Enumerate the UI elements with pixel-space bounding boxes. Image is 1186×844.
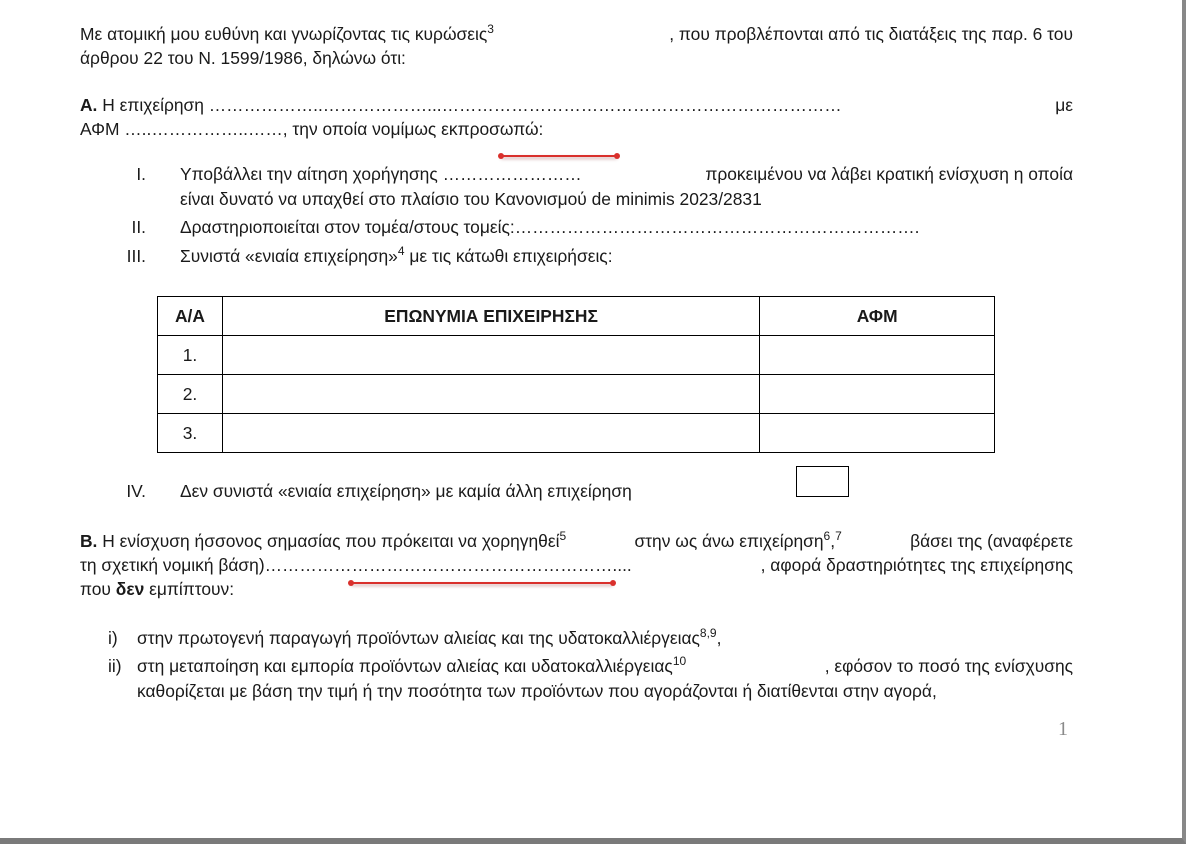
sub-item-i-end: , bbox=[716, 628, 722, 648]
sub-item-i-body: στην πρωτογενή παραγωγή προϊόντων αλιείας και της υδατοκαλλιέργειας bbox=[137, 628, 700, 648]
section-b-text-2: στην ως άνω επιχείρηση bbox=[634, 531, 824, 551]
item-iv-checkbox[interactable] bbox=[796, 466, 849, 497]
footnote-ref-8-9[interactable]: 8,9 bbox=[699, 626, 717, 640]
item-iii-line bbox=[180, 244, 613, 270]
header-aa: Α/Α bbox=[158, 297, 223, 336]
companies-table bbox=[157, 296, 995, 453]
item-number-ii: II. bbox=[131, 217, 146, 237]
afm-cell[interactable] bbox=[760, 375, 995, 414]
section-b-bold-den: δεν bbox=[115, 579, 145, 599]
afm-cell[interactable] bbox=[760, 414, 995, 453]
item-iv-text: Δεν συνιστά «ενιαία επιχείρηση» με καμία άλλη επιχείρηση bbox=[180, 481, 632, 501]
sub-item-ii-body-rest: , εφόσον το ποσό της ενίσχυσης bbox=[824, 656, 1073, 676]
red-annotation-line-2 bbox=[351, 582, 613, 584]
company-name-cell[interactable] bbox=[222, 336, 759, 375]
item-i-text: προκειμένου να λάβει κρατική ενίσχυση η οποία bbox=[705, 164, 1073, 184]
item-i-line-2: είναι δυνατό να υπαχθεί στο πλαίσιο του Κανονισμού de minimis 2023/2831 bbox=[180, 189, 762, 209]
section-b-text-3: βάσει της (αναφέρετε bbox=[910, 531, 1073, 551]
company-name-cell[interactable] bbox=[222, 414, 759, 453]
section-a-afm-line[interactable]: ΑΦΜ …..……………..……, την οποία νομίμως εκπροσωπώ: bbox=[80, 119, 544, 139]
table-row bbox=[158, 336, 995, 375]
page-number: 1 bbox=[1058, 718, 1068, 740]
header-afm: ΑΦΜ bbox=[760, 297, 995, 336]
footnote-ref-3[interactable]: 3 bbox=[487, 22, 494, 36]
red-annotation-line-1 bbox=[501, 155, 617, 157]
section-b-line-2 bbox=[80, 553, 1073, 577]
section-a-company-field[interactable]: Η επιχείρηση ………………..………………...…………………………………………………………… bbox=[97, 95, 842, 115]
footnote-ref-7[interactable]: 7 bbox=[835, 529, 842, 543]
section-a-label: A. bbox=[80, 95, 98, 115]
section-b-text-6: εμπίπτουν: bbox=[144, 579, 235, 599]
item-iii-text: Συνιστά «ενιαία επιχείρηση» bbox=[180, 246, 398, 266]
row-number: 2. bbox=[158, 375, 223, 414]
table-header-row bbox=[158, 297, 995, 336]
section-b-text-5: που bbox=[80, 579, 116, 599]
sub-item-ii-line-2: καθορίζεται με βάση την τιμή ή την ποσότητα των προϊόντων που αγοράζονται ή διατίθενται στην αγορά, bbox=[137, 681, 937, 701]
table-row bbox=[158, 375, 995, 414]
section-a-line-1 bbox=[80, 93, 1073, 117]
sub-item-i-text bbox=[137, 626, 721, 652]
intro-text-rest: , που προβλέπονται από τις διατάξεις της παρ. 6 του bbox=[669, 24, 1073, 44]
footnote-ref-4[interactable]: 4 bbox=[397, 244, 405, 258]
section-b-comma: , bbox=[830, 531, 836, 551]
section-b-text-4: , αφορά δραστηριότητες της επιχείρησης bbox=[760, 555, 1073, 575]
item-number-i: I. bbox=[136, 164, 146, 184]
header-company-name: ΕΠΩΝΥΜΙΑ ΕΠΙΧΕΙΡΗΣΗΣ bbox=[222, 297, 759, 336]
intro-text: Με ατομική μου ευθύνη και γνωρίζοντας τις κυρώσεις bbox=[80, 24, 488, 44]
footnote-ref-10[interactable]: 10 bbox=[672, 654, 687, 668]
footnote-ref-6[interactable]: 6 bbox=[823, 529, 831, 543]
section-b-legal-basis-field[interactable]: τη σχετική νομική βάση)…………………………………………………….... bbox=[80, 555, 632, 575]
section-b-label: B. bbox=[80, 531, 98, 551]
row-number: 3. bbox=[158, 414, 223, 453]
intro-line-2: άρθρου 22 του Ν. 1599/1986, δηλώνω ότι: bbox=[80, 48, 406, 68]
section-b-text: Η ενίσχυση ήσσονος σημασίας που πρόκειται να χορηγηθεί bbox=[97, 531, 560, 551]
item-i-application-field[interactable]: Υποβάλλει την αίτηση χορήγησης …………………… bbox=[180, 164, 582, 184]
item-number-iv: IV. bbox=[126, 481, 146, 501]
afm-cell[interactable] bbox=[760, 336, 995, 375]
row-number: 1. bbox=[158, 336, 223, 375]
sub-item-ii-body: στη μεταποίηση και εμπορία προϊόντων αλιείας και υδατοκαλλιέργειας bbox=[137, 656, 673, 676]
item-i-line-1 bbox=[180, 162, 1073, 186]
footnote-ref-5[interactable]: 5 bbox=[559, 529, 567, 543]
item-ii-sector-field[interactable]: Δραστηριοποιείται στον τομέα/στους τομείς:……………………………………………………………. bbox=[180, 217, 920, 237]
section-b-line-3 bbox=[80, 577, 234, 601]
sub-item-number-ii: ii) bbox=[108, 656, 122, 676]
table-row bbox=[158, 414, 995, 453]
section-a-line-end: με bbox=[1055, 95, 1073, 115]
section-b-line-1 bbox=[80, 529, 1073, 555]
sub-item-number-i: i) bbox=[108, 628, 118, 648]
intro-line-1 bbox=[80, 22, 1073, 48]
item-iii-text-rest: με τις κάτωθι επιχειρήσεις: bbox=[404, 246, 613, 266]
company-name-cell[interactable] bbox=[222, 375, 759, 414]
item-number-iii: III. bbox=[126, 246, 146, 266]
sub-item-ii-line-1 bbox=[137, 654, 1073, 680]
